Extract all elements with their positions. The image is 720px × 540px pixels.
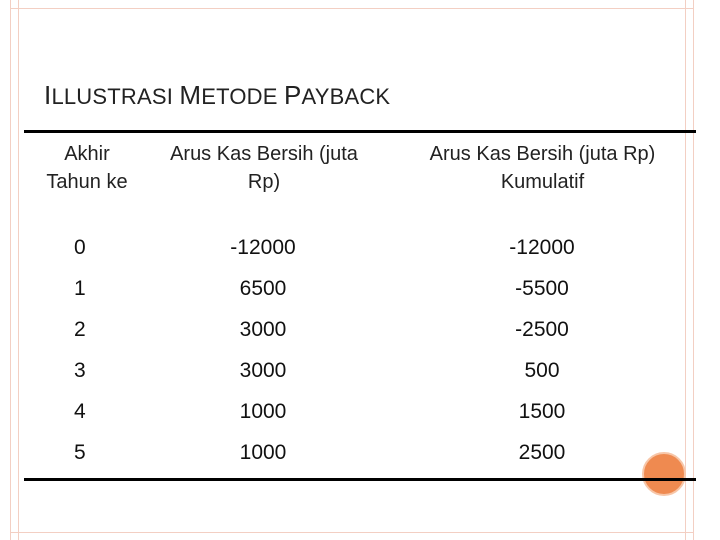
header-year-line1: Akhir	[64, 143, 110, 165]
header-year	[26, 140, 148, 196]
slide-title	[44, 80, 390, 111]
title-part: I	[44, 80, 52, 110]
table-row	[0, 441, 720, 482]
cell-cumulative: 500	[524, 359, 560, 382]
header-cumulative	[400, 140, 685, 196]
table-row	[0, 236, 720, 277]
table-body	[0, 236, 720, 482]
cell-cash-flow: 1000	[239, 400, 287, 423]
title-part: AYBACK	[301, 84, 391, 109]
cell-year: 4	[74, 400, 86, 423]
cell-year: 0	[74, 236, 86, 259]
table-row	[0, 400, 720, 441]
header-cash-flow	[146, 140, 382, 196]
table-row	[0, 359, 720, 400]
cell-cumulative: -5500	[515, 277, 569, 300]
cell-cash-flow: 3000	[239, 359, 287, 382]
cell-cumulative: -12000	[509, 236, 575, 259]
cell-year: 2	[74, 318, 86, 341]
table-row	[0, 318, 720, 359]
header-year-line2: Tahun ke	[46, 171, 128, 193]
title-part: ETODE	[201, 84, 284, 109]
frame-line-top	[10, 8, 694, 9]
header-cumulative-line2: Kumulatif	[500, 171, 585, 193]
title-part: P	[283, 80, 302, 110]
table-top-rule	[24, 130, 696, 133]
cell-cash-flow: -12000	[230, 236, 296, 259]
cell-year: 5	[74, 441, 86, 464]
header-cash-flow-line2: Rp)	[247, 171, 281, 193]
header-cumulative-line1: Arus Kas Bersih (juta Rp)	[429, 143, 656, 165]
title-part: LLUSTRASI	[51, 84, 180, 109]
cell-cumulative: 1500	[518, 400, 566, 423]
table-bottom-rule	[24, 478, 696, 481]
cell-year: 1	[74, 277, 86, 300]
frame-line-bottom	[10, 532, 694, 533]
title-part: M	[179, 80, 202, 110]
cell-cash-flow: 6500	[239, 277, 287, 300]
table-row	[0, 277, 720, 318]
cell-cash-flow: 1000	[239, 441, 287, 464]
header-cash-flow-line1: Arus Kas Bersih (juta	[170, 143, 358, 165]
cell-cumulative: -2500	[515, 318, 569, 341]
cell-cumulative: 2500	[518, 441, 566, 464]
cell-year: 3	[74, 359, 86, 382]
cell-cash-flow: 3000	[239, 318, 287, 341]
